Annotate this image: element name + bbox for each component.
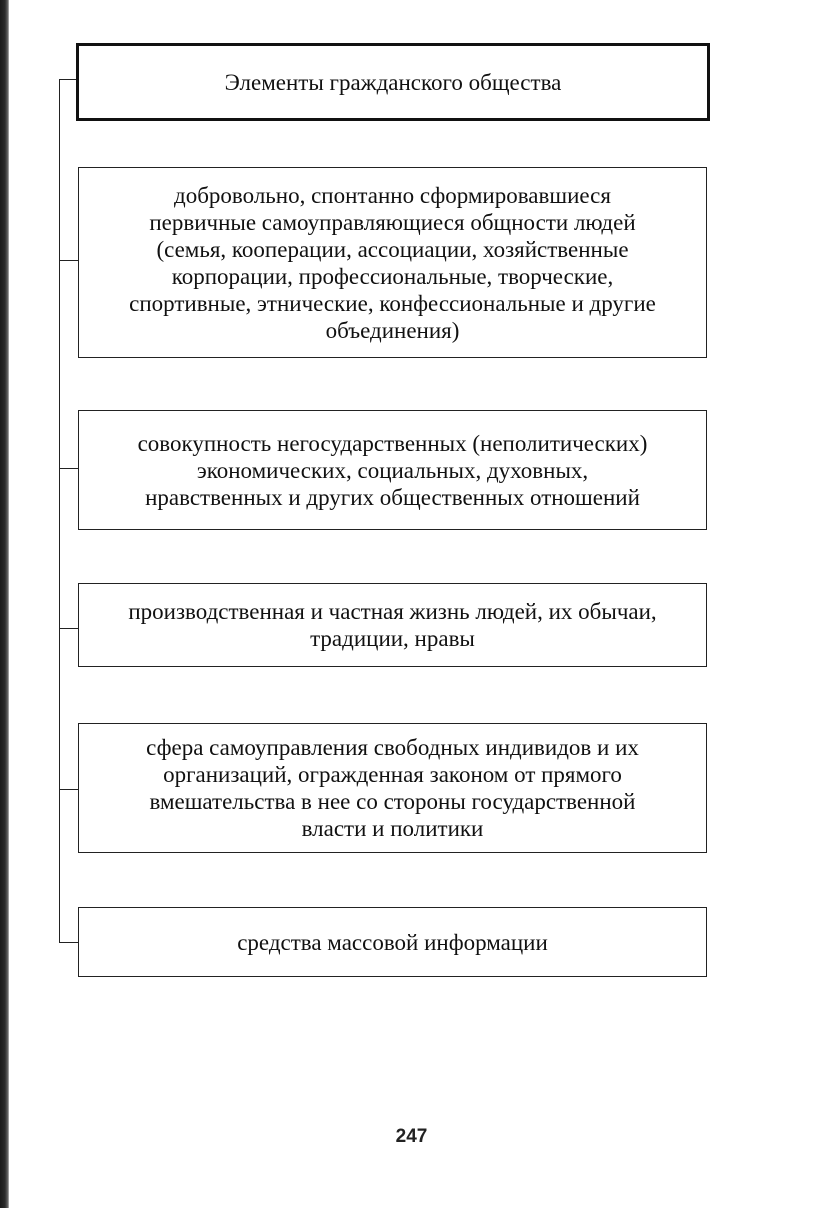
element-text-3: производственная и частная жизнь людей, их обычаи, традиции, нравы [128,599,657,651]
diagram-title: Элементы гражданского общества [224,69,562,95]
element-box-3 [78,583,707,667]
connector-element-5 [59,942,78,943]
connector-element-4 [59,789,78,790]
element-box-5 [78,907,707,977]
page-binding-edge [0,0,9,1208]
element-text-5: средства массовой информации [237,929,548,955]
connector-element-2 [59,468,78,469]
element-text-4: сфера самоуправления свободных индивидов и их организаций, огражденная законом от прямого вмешательства в нее со стороны государственной власти и политики [146,735,639,841]
element-box-1 [78,167,707,358]
page-number: 247 [395,1126,428,1147]
diagram-title-box [76,43,710,121]
connector-element-3 [59,628,78,629]
element-text-1: добровольно, спонтанно сформировавшиеся первичные самоуправляющиеся общности людей (семья, кооперации, ассоциации, хозяйственные корпорации, профессиональные, творческие, спортивные, этнические, конфессиональные и другие объединения) [129,182,656,343]
element-text-2: совокупность негосударственных (неполитических) экономических, социальных, духовных, нравственных и других общественных отношений [137,430,648,510]
element-box-2 [78,410,707,530]
connector-element-1 [59,260,78,261]
connector-spine [59,79,60,942]
element-box-4 [78,723,707,853]
